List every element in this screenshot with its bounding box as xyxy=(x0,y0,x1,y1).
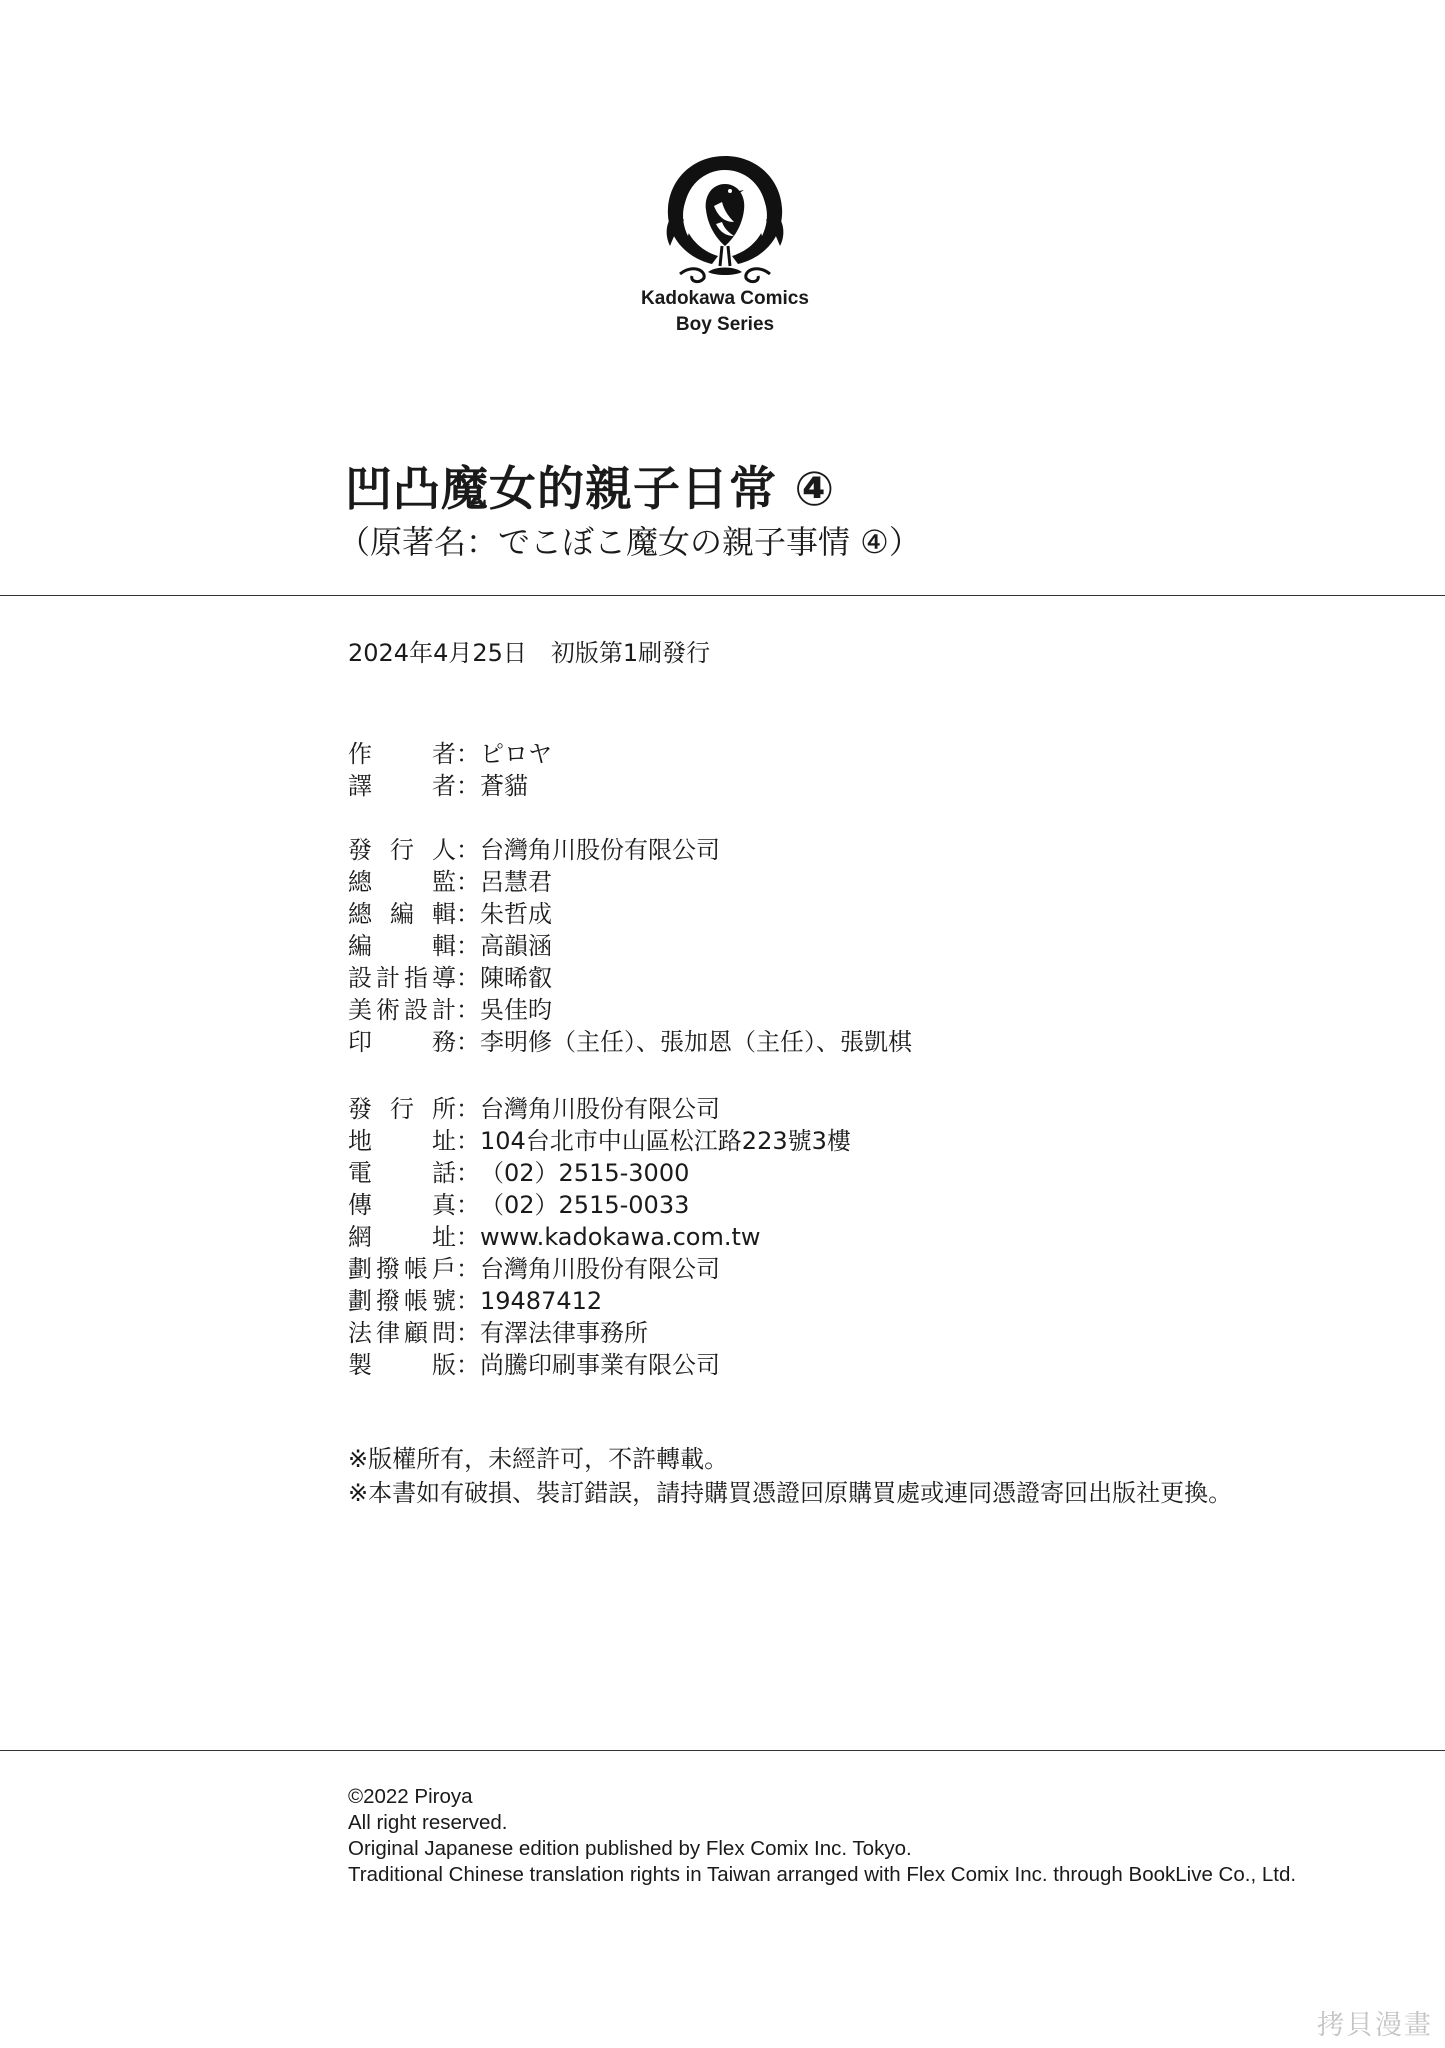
credit-value: 有澤法律事務所 xyxy=(480,1319,648,1347)
credit-label: 電話 xyxy=(348,1159,456,1187)
credit-row-address xyxy=(348,1125,851,1157)
credit-row-phone xyxy=(348,1157,851,1189)
credit-value: 蒼貓 xyxy=(480,772,528,800)
credit-separator: ： xyxy=(456,868,480,896)
credit-label: 作者 xyxy=(348,740,456,768)
credit-separator: ： xyxy=(456,964,480,992)
credit-separator: ： xyxy=(456,1095,480,1123)
credit-separator: ： xyxy=(456,996,480,1024)
credit-label: 製版 xyxy=(348,1351,456,1379)
credit-label: 美術設計 xyxy=(348,996,456,1024)
credit-separator: ： xyxy=(456,1351,480,1379)
credits-staff xyxy=(348,834,912,1058)
credit-separator: ： xyxy=(456,1127,480,1155)
credit-row-editor xyxy=(348,930,912,962)
credit-separator: ： xyxy=(456,836,480,864)
credit-row-design-director xyxy=(348,962,912,994)
credit-label: 網址 xyxy=(348,1223,456,1251)
credit-value: 104台北市中山區松江路223號3樓 xyxy=(480,1127,851,1155)
translation-rights-line: Traditional Chinese translation rights in Taiwan arranged with Flex Comix Inc. through BookLive Co., Ltd. xyxy=(348,1863,1297,1886)
credit-row-transfer-number xyxy=(348,1285,851,1317)
credit-separator: ： xyxy=(456,1159,480,1187)
credit-value: 李明修（主任）、張加恩（主任）、張凱棋 xyxy=(480,1028,912,1056)
credit-value: （02）2515-3000 xyxy=(480,1159,690,1187)
credit-label: 劃撥帳戶 xyxy=(348,1255,456,1283)
credit-row-publisher xyxy=(348,834,912,866)
note-copyright: ※版權所有，未經許可，不許轉載。 xyxy=(348,1445,729,1473)
copyright-block xyxy=(348,1784,1296,1888)
credit-label: 劃撥帳號 xyxy=(348,1287,456,1315)
credit-row-legal-counsel xyxy=(348,1317,851,1349)
credit-value: 陳晞叡 xyxy=(480,964,552,992)
credit-separator: ： xyxy=(456,1223,480,1251)
copyright-line: ©2022 Piroya xyxy=(348,1785,473,1808)
credit-value: 尚騰印刷事業有限公司 xyxy=(480,1351,720,1379)
credit-label: 譯者 xyxy=(348,772,456,800)
credit-separator: ： xyxy=(456,1255,480,1283)
credit-value: 呂慧君 xyxy=(480,868,552,896)
credit-separator: ： xyxy=(456,1191,480,1219)
credits-authors xyxy=(348,738,552,802)
credit-label: 法律顧問 xyxy=(348,1319,456,1347)
credit-label: 設計指導 xyxy=(348,964,456,992)
note-replacement: ※本書如有破損、裝訂錯誤，請持購買憑證回原購買處或連同憑證寄回出版社更換。 xyxy=(348,1479,1233,1507)
credit-value: 吳佳昀 xyxy=(480,996,552,1024)
credit-value: 台灣角川股份有限公司 xyxy=(480,1095,720,1123)
credit-label: 發行人 xyxy=(348,836,456,864)
original-edition-line: Original Japanese edition published by Flex Comix Inc. Tokyo. xyxy=(348,1837,912,1860)
credit-row-printing xyxy=(348,1026,912,1058)
credit-value: 高韻涵 xyxy=(480,932,552,960)
credit-label: 印務 xyxy=(348,1028,456,1056)
credit-row-chief-editor xyxy=(348,898,912,930)
credit-row-author xyxy=(348,738,552,770)
credit-row-plate-making xyxy=(348,1349,851,1381)
credit-row-translator xyxy=(348,770,552,802)
credit-label: 發行所 xyxy=(348,1095,456,1123)
credit-label: 總監 xyxy=(348,868,456,896)
credit-row-transfer-account xyxy=(348,1253,851,1285)
divider-bottom xyxy=(0,1750,1445,1751)
credit-row-art-design xyxy=(348,994,912,1026)
credit-separator: ： xyxy=(456,900,480,928)
divider-top xyxy=(0,595,1445,596)
credit-separator: ： xyxy=(456,740,480,768)
credit-separator: ： xyxy=(456,772,480,800)
book-title: 凹凸魔女的親子日常 ④ xyxy=(345,462,836,517)
credit-value: ピロヤ xyxy=(480,740,552,768)
imprint-name: Kadokawa Comics xyxy=(641,288,809,309)
credit-value: （02）2515-0033 xyxy=(480,1191,690,1219)
credit-separator: ： xyxy=(456,1319,480,1347)
watermark: 拷貝漫畫 xyxy=(1317,2010,1433,2041)
original-title: （原著名：でこぼこ魔女の親子事情 ④） xyxy=(338,523,921,561)
credit-label: 總編輯 xyxy=(348,900,456,928)
credit-label: 傳真 xyxy=(348,1191,456,1219)
credit-row-director xyxy=(348,866,912,898)
credit-value: www.kadokawa.com.tw xyxy=(480,1223,761,1251)
credit-label: 編輯 xyxy=(348,932,456,960)
credit-value: 19487412 xyxy=(480,1287,603,1315)
credit-separator: ： xyxy=(456,1287,480,1315)
credit-label: 地址 xyxy=(348,1127,456,1155)
edition-date: 2024年4月25日 初版第1刷發行 xyxy=(348,639,711,667)
credit-value: 台灣角川股份有限公司 xyxy=(480,836,720,864)
rights-notes xyxy=(348,1442,1232,1510)
credit-value: 台灣角川股份有限公司 xyxy=(480,1255,720,1283)
credits-publisher-info xyxy=(348,1093,851,1381)
rights-line: All right reserved. xyxy=(348,1811,508,1834)
credit-row-publishing-house xyxy=(348,1093,851,1125)
imprint-series: Boy Series xyxy=(675,314,775,335)
credit-separator: ： xyxy=(456,1028,480,1056)
credit-row-fax xyxy=(348,1189,851,1221)
phoenix-emblem-icon xyxy=(652,150,798,290)
credit-value: 朱哲成 xyxy=(480,900,552,928)
credit-row-website xyxy=(348,1221,851,1253)
credit-separator: ： xyxy=(456,932,480,960)
